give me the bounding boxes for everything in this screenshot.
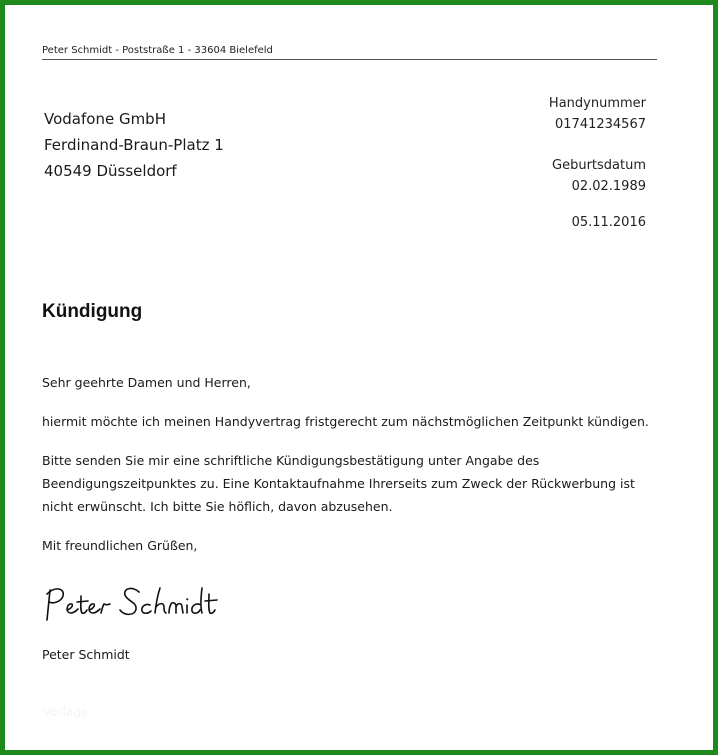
birthdate-value: 02.02.1989 (571, 179, 646, 194)
closing: Mit freundlichen Grüßen, (42, 538, 198, 553)
letter-subject: Kündigung (42, 301, 143, 322)
handwritten-signature (41, 580, 231, 630)
birthdate-label: Geburtsdatum (552, 158, 646, 173)
salutation: Sehr geehrte Damen und Herren, (42, 375, 251, 390)
letter-body (42, 371, 667, 573)
sender-return-address: Peter Schmidt - Poststraße 1 - 33604 Bielefeld (42, 45, 657, 60)
body-paragraph-2: Bitte senden Sie mir eine schriftliche Kündigungsbestätigung unter Angabe des Beendigungszeitpunktes zu. Eine Kontaktaufnahme Ihrerseits zum Zweck der Rückwerbung ist nicht erwünscht. Ich bitte Sie höflich, davon abzusehen. (42, 453, 635, 514)
printed-name: Peter Schmidt (42, 647, 130, 662)
letter-date: 05.11.2016 (571, 215, 646, 230)
phone-label: Handynummer (548, 96, 646, 111)
letter-meta-block (549, 93, 646, 233)
phone-value: 01741234567 (555, 117, 646, 132)
recipient-address (44, 106, 224, 184)
body-paragraph-1: hiermit möchte ich meinen Handyvertrag fristgerecht zum nächstmöglichen Zeitpunkt kündigen. (42, 414, 649, 429)
recipient-company: Vodafone GmbH (44, 110, 166, 128)
watermark: Vorlage (43, 705, 89, 719)
recipient-city: 40549 Düsseldorf (44, 162, 177, 180)
recipient-street: Ferdinand-Braun-Platz 1 (44, 136, 224, 154)
